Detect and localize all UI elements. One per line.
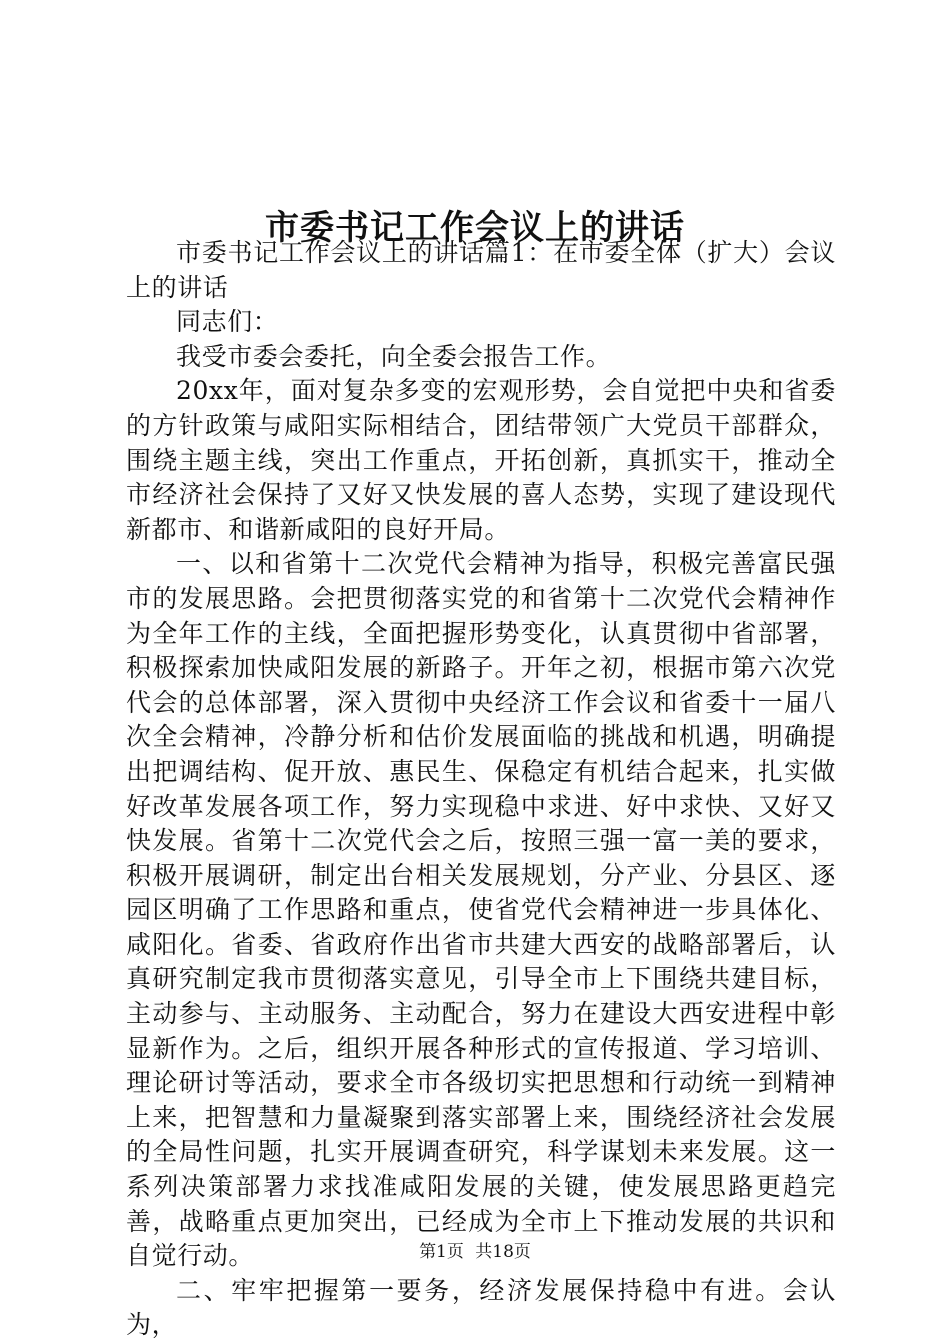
document-body bbox=[126, 236, 836, 1343]
paragraph-intro: 我受市委会委托，向全委会报告工作。 bbox=[176, 341, 612, 371]
document-title: 市委书记工作会议上的讲话 bbox=[265, 207, 685, 248]
paragraph-overview: 20xx年，面对复杂多变的宏观形势，会自觉把中央和省委的方针政策与咸阳实际相结合，团结带领广大党员干部群众，围绕主题主线，突出工作重点，开拓创新，真抓实干，推动全市经济社会保持了又好又快发展的喜人态势，实现了建设现代新都市、和谐新咸阳的良好开局。 bbox=[126, 376, 836, 544]
page-number: 第1页 bbox=[419, 1242, 464, 1262]
paragraph-salutation: 同志们： bbox=[176, 307, 279, 337]
paragraph-heading: 市委书记工作会议上的讲话篇1：在市委全体（扩大）会议上的讲话 bbox=[126, 238, 836, 302]
page-footer bbox=[0, 1240, 950, 1264]
page-total: 共18页 bbox=[475, 1242, 531, 1262]
paragraph-section-two: 二、牢牢把握第一要务，经济发展保持稳中有进。会认为， bbox=[126, 1275, 836, 1340]
paragraph-section-one: 一、以和省第十二次党代会精神为指导，积极完善富民强市的发展思路。会把贯彻落实党的和省第十二次党代会精神作为全年工作的主线，全面把握形势变化，认真贯彻中省部署，积极探索加快咸阳发展的新路子。开年之初，根据市第六次党代会的总体部署，深入贯彻中央经济工作会议和省委十一届八次全会精神，冷静分析和估价发展面临的挑战和机遇，明确提出把调结构、促开放、惠民生、保稳定有机结合起来，扎实做好改革发展各项工作，努力实现稳中求进、好中求快、又好又快发展。省第十二次党代会之后，按照三强一富一美的要求，积极开展调研，制定出台相关发展规划，分产业、分县区、逐园区明确了工作思路和重点，使省党代会精神进一步具体化、咸阳化。省委、省政府作出省市共建大西安的战略部署后，认真研究制定我市贯彻落实意见，引导全市上下围绕共建目标，主动参与、主动服务、主动配合，努力在建设大西安进程中彰显新作为。之后，组织开展各种形式的宣传报道、学习培训、理论研讨等活动，要求全市各级切实把思想和行动统一到精神上来，把智慧和力量凝聚到落实部署上来，围绕经济社会发展的全局性问题，扎实开展调查研究，科学谋划未来发展。这一系列决策部署力求找准咸阳发展的关键，使发展思路更趋完善，战略重点更加突出，已经成为全市上下推动发展的共识和自觉行动。 bbox=[126, 549, 836, 1271]
